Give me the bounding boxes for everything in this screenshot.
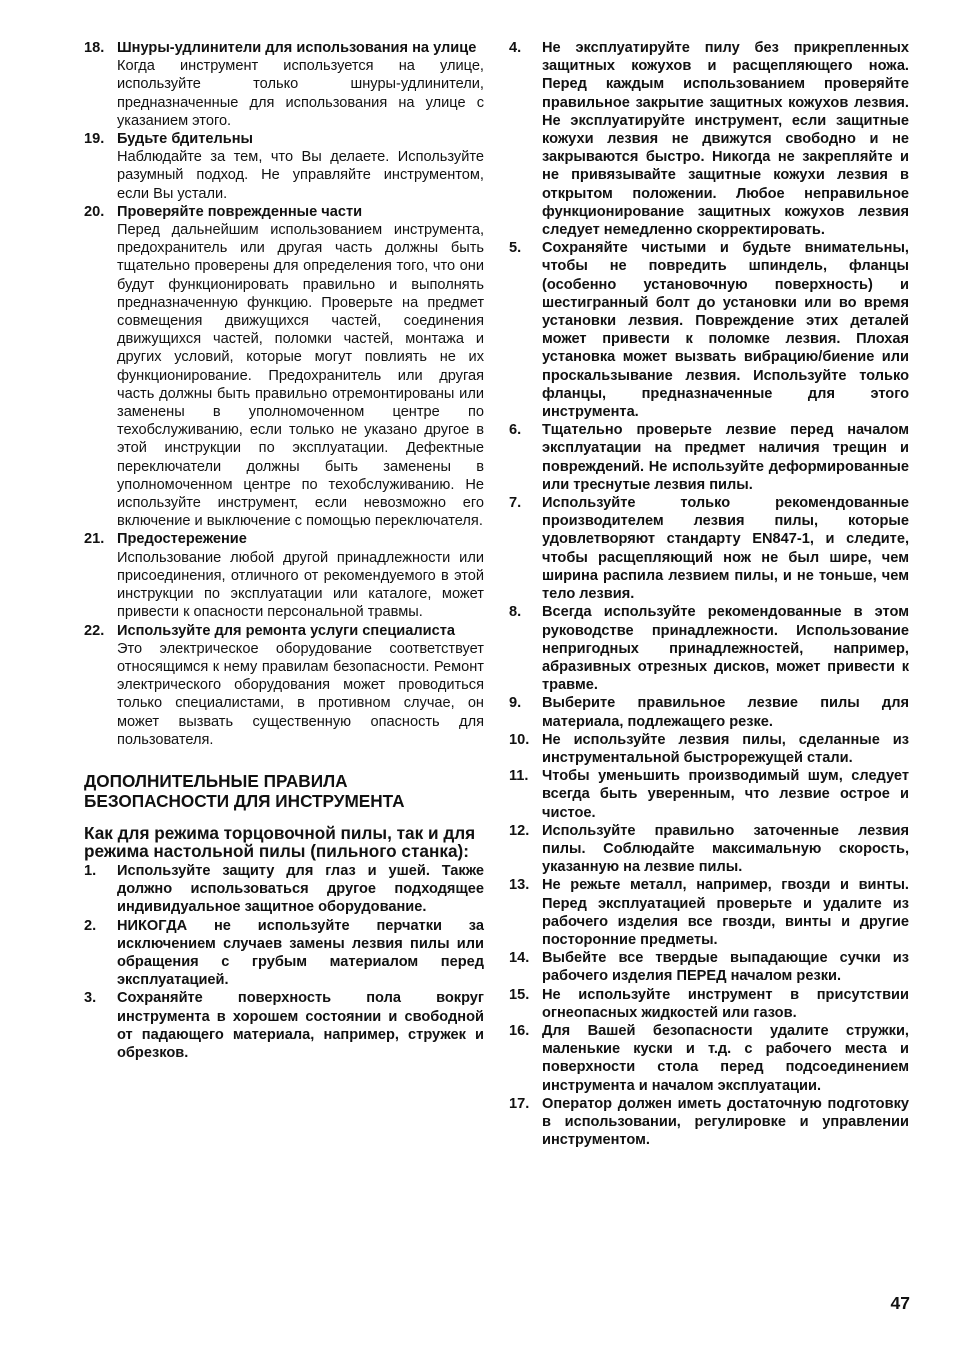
- rule-item: [509, 421, 909, 494]
- page-number: 47: [890, 1293, 910, 1313]
- list-item: [84, 39, 484, 130]
- rule-text: Всегда используйте рекомендованные в этом руководстве принадлежности. Использование непригодных принадлежностей, например, абразивных отрезных дисков, может привести к травме.: [542, 604, 909, 694]
- rule-text: Чтобы уменьшить производимый шум, следует всегда быть уверенным, что лезвие острое и чистое.: [542, 768, 909, 821]
- rule-item: [509, 767, 909, 822]
- item-heading: Используйте для ремонта услуги специалиста: [117, 622, 455, 639]
- item-text: Перед дальнейшим использованием инструмента, предохранитель или другая часть должны быть тщательно проверены для определения того, что они будут функционировать правильно и выполнять предназначенную функцию. Проверьте на предмет совмещения движущихся частей, соединения движущихся частей, поломки частей, монтажа и других условий, которые могут повлиять не их функционирование. Предохранитель или другая часть должны быть правильно отремонтированы или заменены в уполномоченном центре по техобслуживанию, если только не указано другое в этой инструкции по эксплуатации. Дефектные переключатели должны быть заменены в уполномоченном центре по техобслуживанию. Не используйте инструмент, если невозможно его включение и выключение с помощью переключателя.: [117, 222, 484, 530]
- rule-item: [84, 989, 484, 1062]
- rule-item: [509, 1022, 909, 1095]
- rule-item: [509, 876, 909, 949]
- sub-title: Как для режима торцовочной пилы, так и для режима настольной пилы (пильного станка):: [84, 822, 476, 862]
- rule-item: [509, 603, 909, 694]
- item-number: 15.: [509, 986, 530, 1003]
- item-heading: Проверяйте поврежденные части: [117, 203, 363, 220]
- item-number: 5.: [509, 240, 522, 257]
- right-column: [509, 39, 909, 1149]
- item-text: Использование любой другой принадлежности или присоединения, отличного от рекомендуемого в этой инструкции по эксплуатации или каталоге, может привести к опасности персональной травмы.: [117, 549, 484, 621]
- item-number: 3.: [84, 990, 97, 1007]
- rule-text: Используйте только рекомендованные производителем лезвия пилы, которые удовлетворяют стандарту EN847-1, и следите, чтобы расщепляющий нож не был шире, чем ширина распила лезвием пилы, и не тоньше, чем тело лезвия.: [542, 495, 909, 603]
- item-heading: Шнуры-удлинители для использования на улице: [117, 40, 477, 56]
- rule-text: Используйте защиту для глаз и ушей. Также должно использоваться другое подходящее индивидуальное защитное оборудование.: [117, 862, 484, 916]
- rule-item: [509, 731, 909, 767]
- item-number: 16.: [509, 1022, 530, 1039]
- item-number: 10.: [509, 731, 530, 748]
- rule-text: Используйте правильно заточенные лезвия пилы. Соблюдайте максимальную скорость, указанную на лезвие пилы.: [542, 822, 909, 876]
- rule-item: [84, 917, 484, 990]
- item-number: 8.: [509, 604, 522, 621]
- item-heading: Будьте бдительны: [117, 131, 253, 148]
- item-number: 22.: [84, 622, 105, 639]
- rule-text: Для Вашей безопасности удалите стружки, маленькие куски и т.д. с рабочего места и поверхности стола перед подсоединением инструмента и началом эксплуатации.: [542, 1022, 909, 1094]
- item-number: 4.: [509, 40, 522, 56]
- rule-text: Не используйте инструмент в присутствии огнеопасных жидкостей или газов.: [542, 986, 909, 1021]
- rule-text: Не режьте металл, например, гвозди и винты. Перед эксплуатацией проверьте и удалите из рабочего изделия все гвозди, винты и другие посторонние предметы.: [542, 877, 909, 948]
- rule-text: НИКОГДА не используйте перчатки за исключением случаев замены лезвия пилы или обращения с грубым материалом перед эксплуатацией.: [117, 917, 484, 989]
- rule-item: [84, 862, 484, 917]
- item-number: 11.: [509, 768, 529, 785]
- left-column: [84, 39, 484, 1062]
- item-text: Когда инструмент используется на улице, используйте только шнуры-удлинители, предназначенные для использования на улице с указанием этого.: [117, 58, 484, 129]
- list-item: [84, 130, 484, 203]
- rule-item: [509, 494, 909, 603]
- item-number: 13.: [509, 877, 530, 894]
- list-item: [84, 622, 484, 749]
- item-number: 19.: [84, 131, 105, 148]
- rule-text: Не эксплуатируйте пилу без прикрепленных защитных кожухов и расщепляющего ножа. Перед каждым использованием проверяйте правильное закрытие защитных кожухов лезвия. Не эксплуатируйте инструмент, если защитные кожухи лезвия не движутся свободно и не закрываются быстро. Никогда не закрепляйте и не привязывайте защитные кожухи лезвия в открытом положении. Любое неправильное функционирование защитных кожухов лезвия следует немедленно скорректировать.: [542, 40, 909, 239]
- item-number: 14.: [509, 950, 530, 967]
- item-number: 6.: [509, 422, 522, 439]
- rule-text: Выбейте все твердые выпадающие сучки из рабочего изделия ПЕРЕД началом резки.: [542, 950, 909, 985]
- item-text: Это электрическое оборудование соответствует относящимся к нему правилам безопасности. Ремонт электрического оборудования может проводиться только специалистами, в противном случае, он может вызвать существенную опасность для пользователя.: [117, 640, 484, 748]
- item-number: 12.: [509, 822, 530, 839]
- rule-item: [509, 822, 909, 877]
- item-number: 20.: [84, 203, 105, 220]
- list-item: [84, 530, 484, 621]
- rule-text: Оператор должен иметь достаточную подготовку в использовании, регулировке и управлении инструментом.: [542, 1095, 909, 1149]
- rule-text: Не используйте лезвия пилы, сделанные из инструментальной быстрорежущей стали.: [542, 731, 909, 766]
- item-number: 1.: [84, 862, 97, 879]
- item-number: 17.: [509, 1095, 530, 1112]
- item-number: 21.: [84, 531, 105, 548]
- item-number: 7.: [509, 495, 522, 512]
- rule-text: Сохраняйте поверхность пола вокруг инструмента в хорошем состоянии и свободной от падающего материала, например, стружек и обрезков.: [117, 990, 484, 1061]
- rule-item: [509, 1095, 909, 1150]
- item-heading: Предостережение: [117, 531, 247, 548]
- rule-item: [509, 949, 909, 985]
- rule-text: Тщательно проверьте лезвие перед началом эксплуатации на предмет наличия трещин и повреждений. Не используйте деформированные или треснутые лезвия пилы.: [542, 422, 909, 493]
- list-item: [84, 203, 484, 531]
- item-number: 9.: [509, 695, 522, 712]
- item-number: 2.: [84, 917, 97, 934]
- item-text: Наблюдайте за тем, что Вы делаете. Используйте разумный подход. Не управляйте инструментом, если Вы устали.: [117, 149, 484, 202]
- item-number: 18.: [84, 40, 105, 56]
- rule-item: [509, 694, 909, 730]
- rule-text: Сохраняйте чистыми и будьте внимательны, чтобы не повредить шпиндель, фланцы (особенно установочную поверхность) и шестигранный болт до установки или во время установки лезвия. Повреждение этих деталей может привести к поломке лезвия. Плохая установка может вызвать вибрацию/биение или проскальзывание лезвия. Используйте только фланцы, предназначенные для этого инструмента.: [542, 240, 909, 421]
- rule-item: [509, 239, 909, 421]
- rule-item: [509, 39, 909, 239]
- rule-item: [509, 986, 909, 1022]
- section-title: ДОПОЛНИТЕЛЬНЫЕ ПРАВИЛА БЕЗОПАСНОСТИ ДЛЯ ИНСТРУМЕНТА: [84, 770, 405, 812]
- rule-text: Выберите правильное лезвие пилы для материала, подлежащего резке.: [542, 695, 909, 730]
